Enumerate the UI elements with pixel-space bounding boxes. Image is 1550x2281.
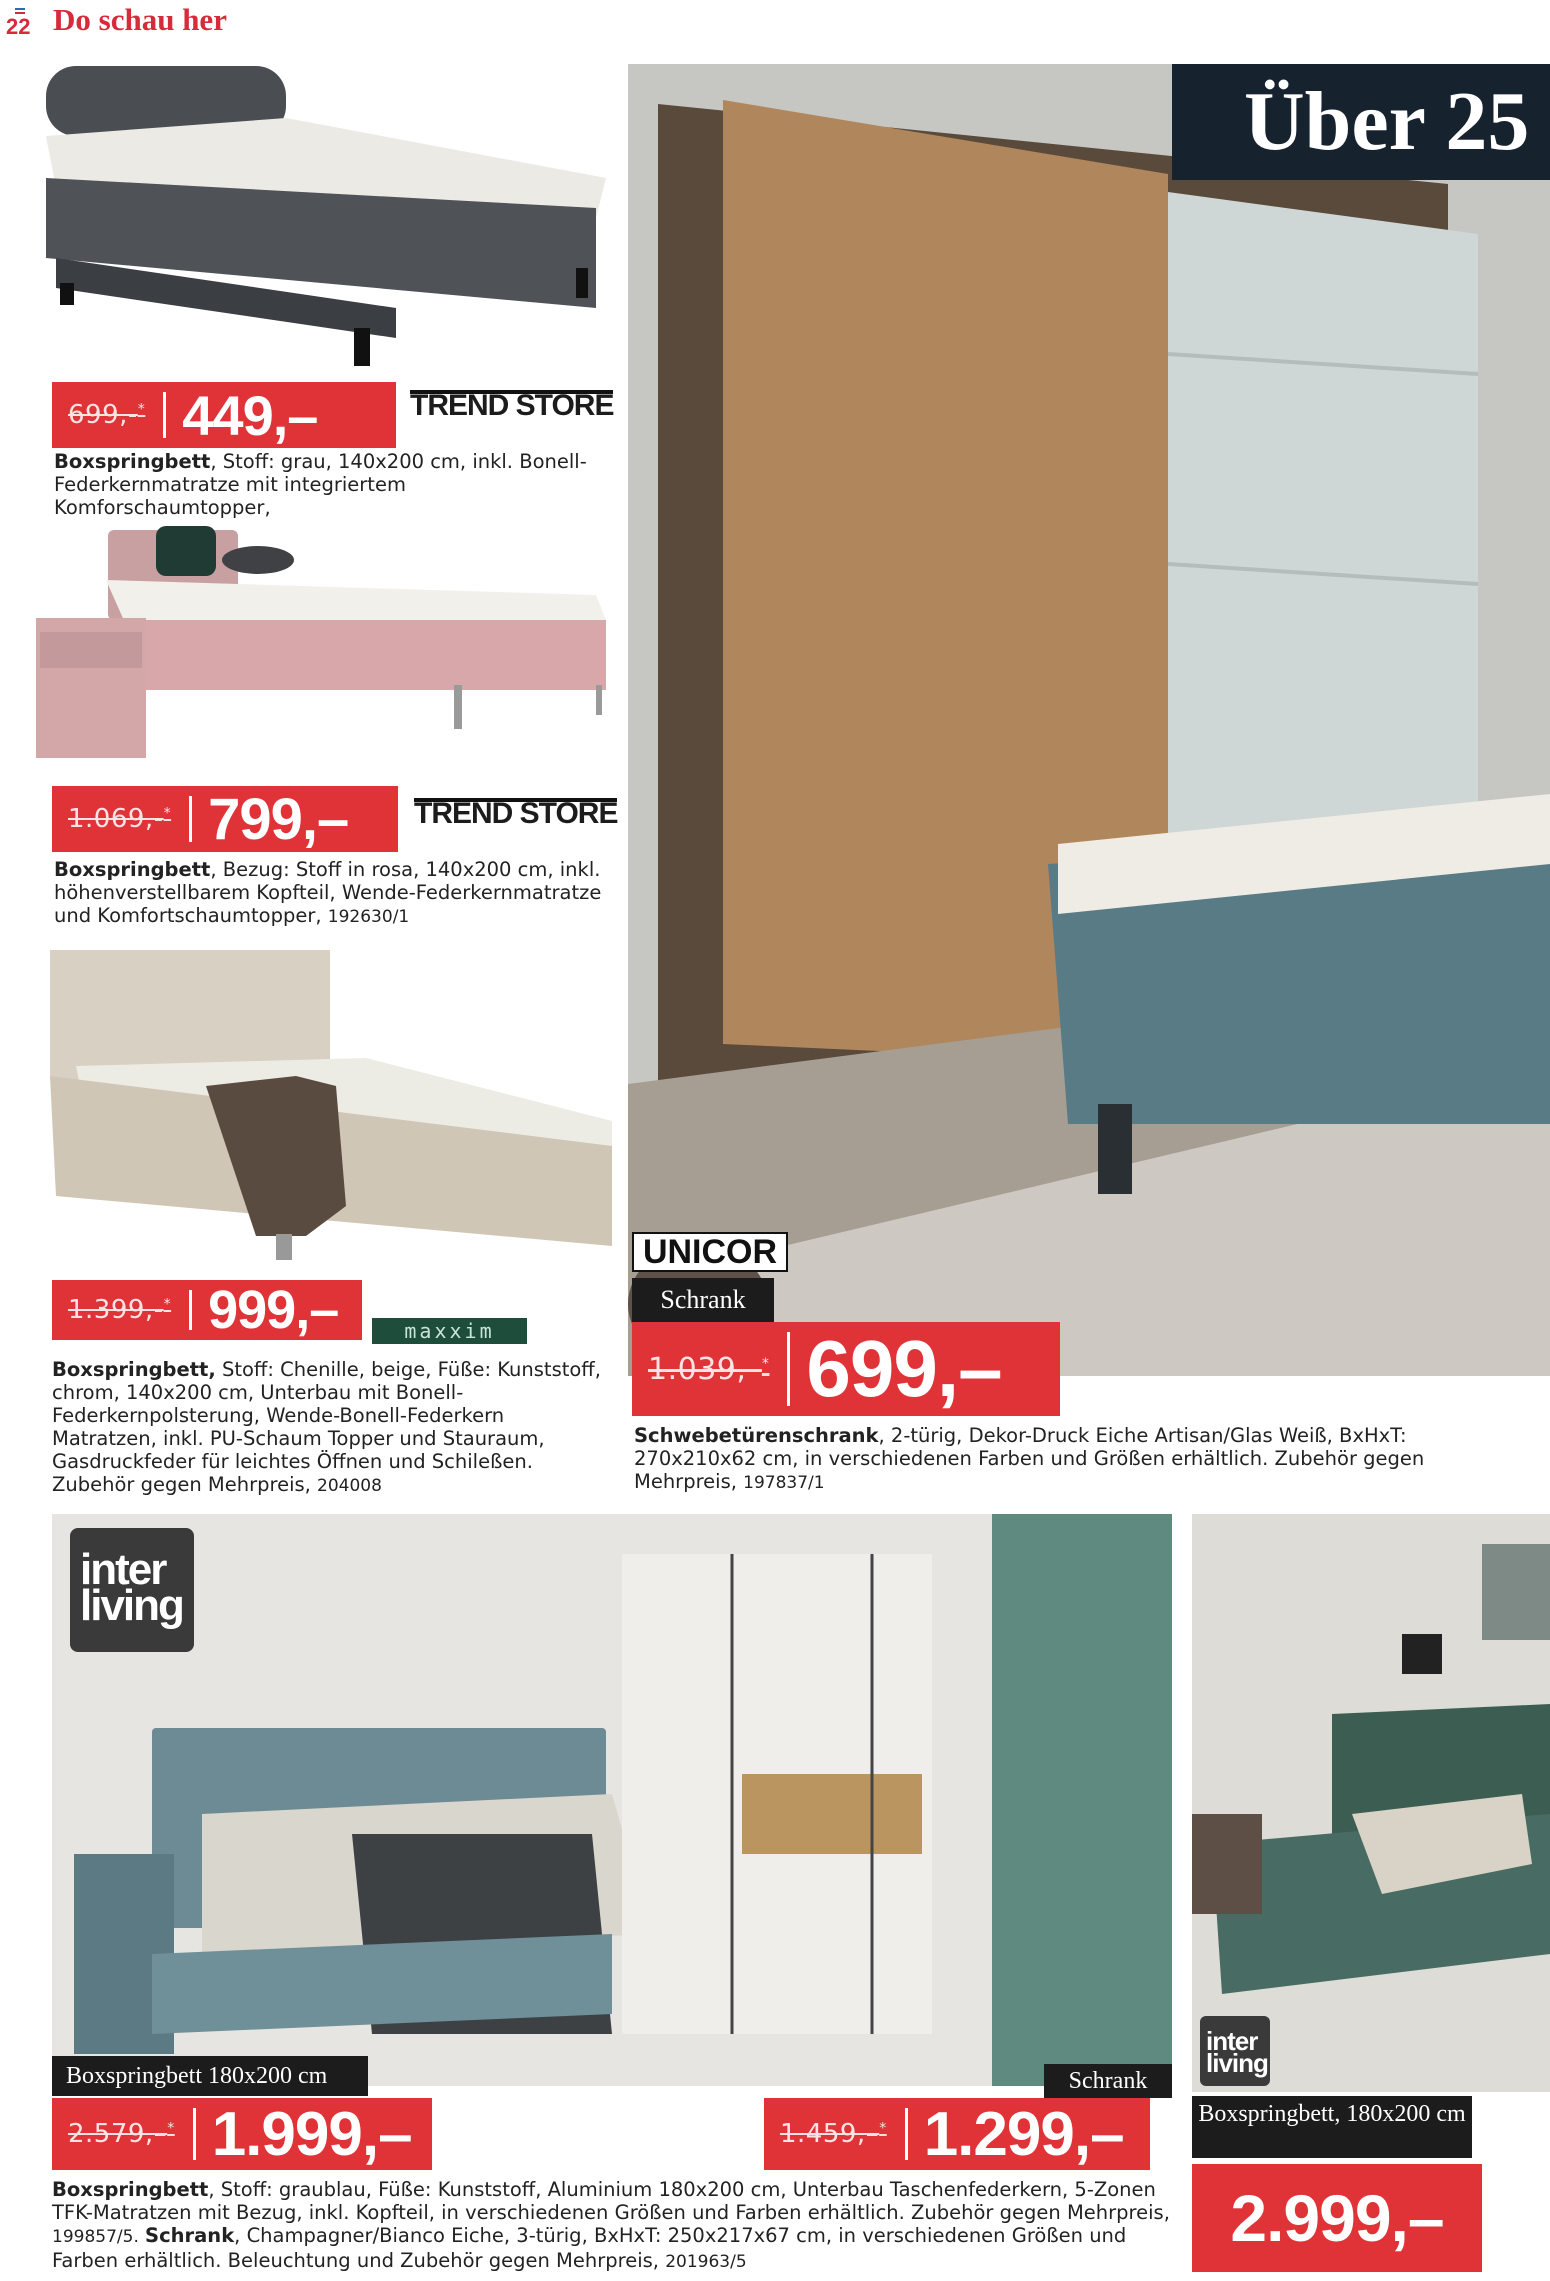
price: 2.999,– [1230, 2181, 1444, 2255]
old-price: 1.459,–* [780, 2119, 887, 2149]
product-description: Boxspringbett, Bezug: Stoff in rosa, 140x200 cm, inkl. höhenverstellbarem Kopfteil, Wende-Federkernmatratze und Komfortschaumtopper, 192630/1 [54, 858, 602, 927]
brand-logo: TREND STORE [414, 797, 618, 830]
price: 799,– [208, 786, 349, 852]
price: 1.299,– [923, 2099, 1124, 2169]
price-tag-bed [52, 2098, 432, 2170]
hero-image-wardrobe-room [628, 64, 1550, 1376]
product-image-grey-bed [36, 58, 606, 378]
price: 999,– [208, 1280, 339, 1340]
price-tag [632, 1322, 1060, 1416]
price-tag [52, 786, 398, 852]
price-tag-schrank [764, 2098, 1150, 2170]
right-image-green-bed [1192, 1514, 1550, 2092]
price: 699,– [806, 1324, 1002, 1413]
brand-logo-interliving: inter living [70, 1528, 194, 1652]
brand-logo: TREND STORE [410, 389, 614, 422]
product-image-pink-bed [36, 520, 606, 770]
page-header: Do schau her [53, 2, 227, 37]
product-image-beige-bed [36, 946, 612, 1276]
price-tag-right [1192, 2164, 1482, 2272]
schrank-label: Schrank [632, 1278, 774, 1322]
old-price: 1.039,–* [648, 1351, 770, 1387]
old-price: 1.399,-* [68, 1295, 172, 1325]
price-tag [52, 382, 396, 448]
old-price: 699,-* [68, 400, 146, 430]
price: 449,– [182, 383, 318, 447]
schrank-label: Schrank [1044, 2064, 1172, 2098]
page-number: 22 [6, 14, 30, 40]
price-divider [905, 2108, 908, 2160]
price-divider [787, 1332, 790, 1406]
price-divider [193, 2108, 196, 2160]
price-divider [189, 1290, 192, 1330]
price: 1.999,– [211, 2099, 412, 2169]
brand-logo-interliving-small: inter living [1200, 2016, 1270, 2086]
price-divider [163, 392, 166, 438]
right-bed-label: Boxspringbett, 180x200 cm [1192, 2096, 1472, 2158]
product-description: Schwebetürenschrank, 2-türig, Dekor-Druck Eiche Artisan/Glas Weiß, BxHxT: 270x210x62 cm, in verschiedenen Farben und Größen erhältlich. Zubehör gegen Mehrpreis, 197837/1 [634, 1424, 1425, 1493]
hero-banner: Über 25 [1172, 64, 1550, 180]
product-description: Boxspringbett, Stoff: Chenille, beige, Füße: Kunststoff, chrom, 140x200 cm, Unterbau mit Bonell-Federkernpolsterung, Wende-Bonell-Federkern Matratzen, inkl. PU-Schaum Topper und Stauraum, Gasdruckfeder für leichtes Öffnen und Schileßen. Zubehör gegen Mehrpreis, 204008 [52, 1358, 601, 1496]
price-divider [189, 796, 192, 842]
product-description: Boxspringbett, Stoff: grau, 140x200 cm, inkl. Bonell-Federkernmatratze mit integriertem Komforschaumtopper, [54, 450, 587, 519]
bottom-product-description: Boxspringbett, Stoff: graublau, Füße: Kunststoff, Aluminium 180x200 cm, Unterbau Taschenfederkern, 5-Zonen TFK-Matratzen mit Bezug, inkl. Kopfteil, in verschiedenen Größen und Farben erhältlich. Zubehör gegen Mehrpreis, 199857/5. Schrank, Champagner/Bianco Eiche, 3-türig, BxHxT: 250x217x67 cm, in verschiedenen Größen und Farben erhältlich. Beleuchtung und Zubehör gegen Mehrpreis, 201963/5 [52, 2178, 1170, 2272]
brand-logo-maxxim: maxxim [372, 1318, 527, 1344]
bed-size-label: Boxspringbett 180x200 cm [52, 2056, 368, 2096]
price-tag [52, 1280, 362, 1340]
old-price: 1.069,-* [68, 804, 172, 834]
bottom-image-bedroom [52, 1514, 1172, 2086]
old-price: 2.579,–* [68, 2119, 175, 2149]
brand-logo-unicor: UNICOR [632, 1232, 788, 1272]
